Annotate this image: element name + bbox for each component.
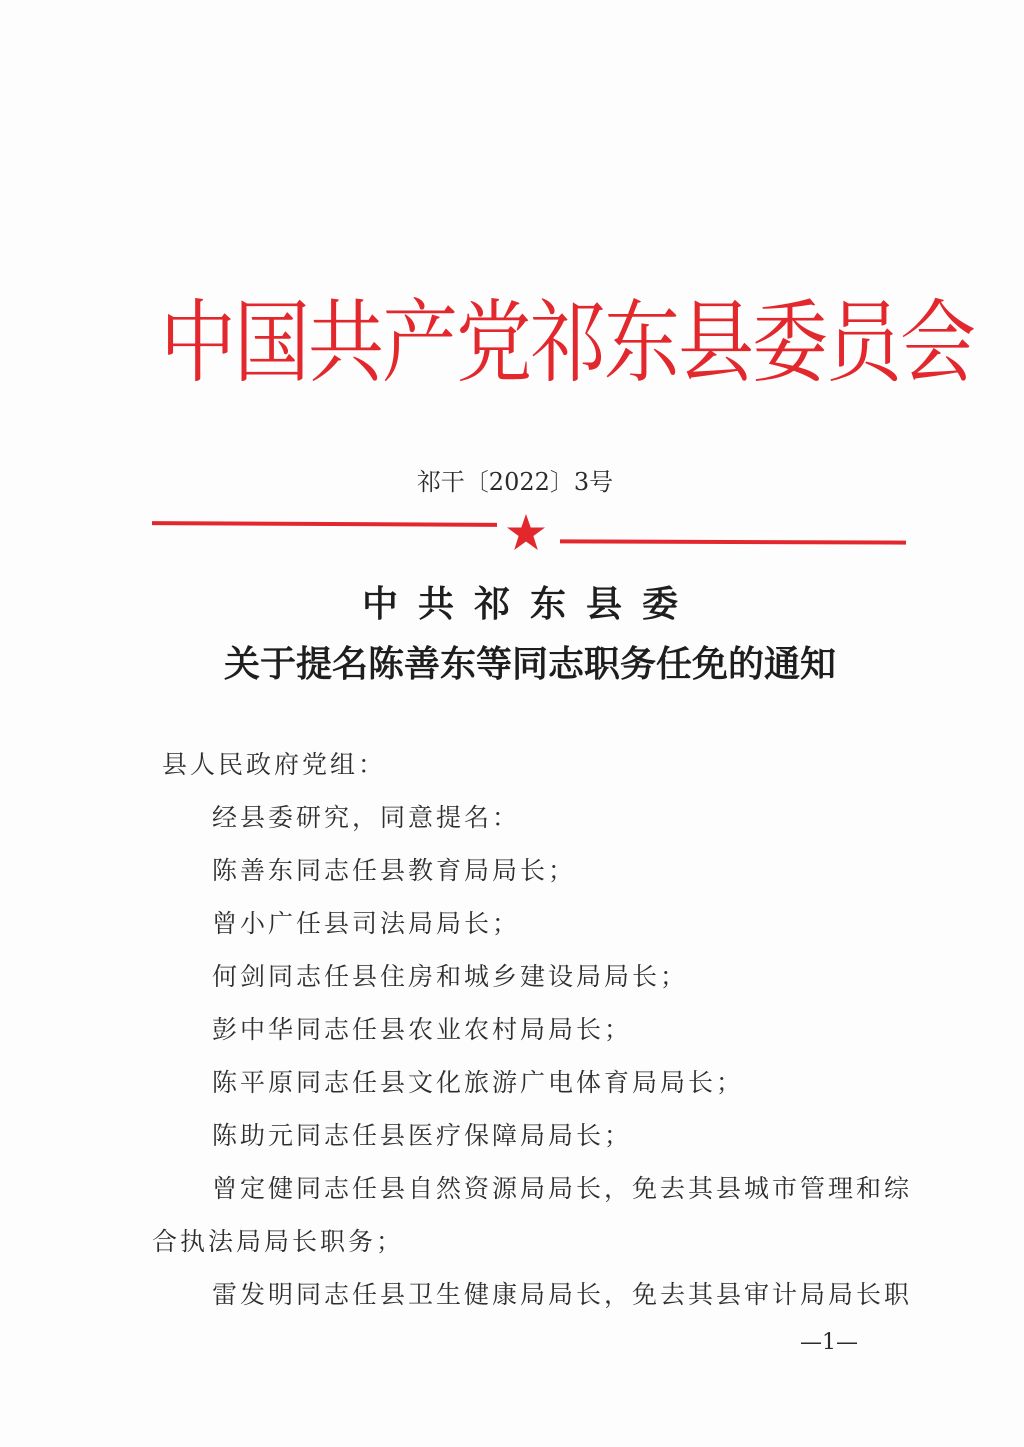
body-line: 经县委研究，同意提名： [212,803,521,832]
body-line: 何剑同志任县住房和城乡建设局局长； [212,962,689,991]
red-star-icon [506,512,546,552]
body-line: 彭中华同志任县农业农村局局长； [212,1015,633,1044]
document-number: 祁干〔2022〕3号 [416,468,614,496]
body-line: 陈平原同志任县文化旅游广电体育局局长； [212,1068,745,1097]
body-line: 合执法局局长职务； [152,1227,405,1256]
notice-body [152,738,913,1321]
body-line: 雷发明同志任县卫生健康局局长，免去其县审计局局长职 [212,1280,913,1309]
body-line: 曾小广任县司法局局长； [212,909,521,938]
body-line: 陈助元同志任县医疗保障局局长； [212,1121,633,1150]
red-rule-left [152,521,497,527]
notice-title-line2: 关于提名陈善东等同志职务任免的通知 [223,643,836,685]
body-line: 曾定健同志任县自然资源局局长，免去其县城市管理和综 [212,1174,913,1203]
salutation: 县人民政府党组： [162,750,387,779]
notice-title-line1: 中共祁东县委 [361,583,698,625]
body-line: 陈善东同志任县教育局局长； [212,856,577,885]
red-rule-right [560,539,906,544]
page-number: —1— [800,1330,858,1355]
masthead-title: 中国共产党祁东县委员会 [160,289,974,395]
